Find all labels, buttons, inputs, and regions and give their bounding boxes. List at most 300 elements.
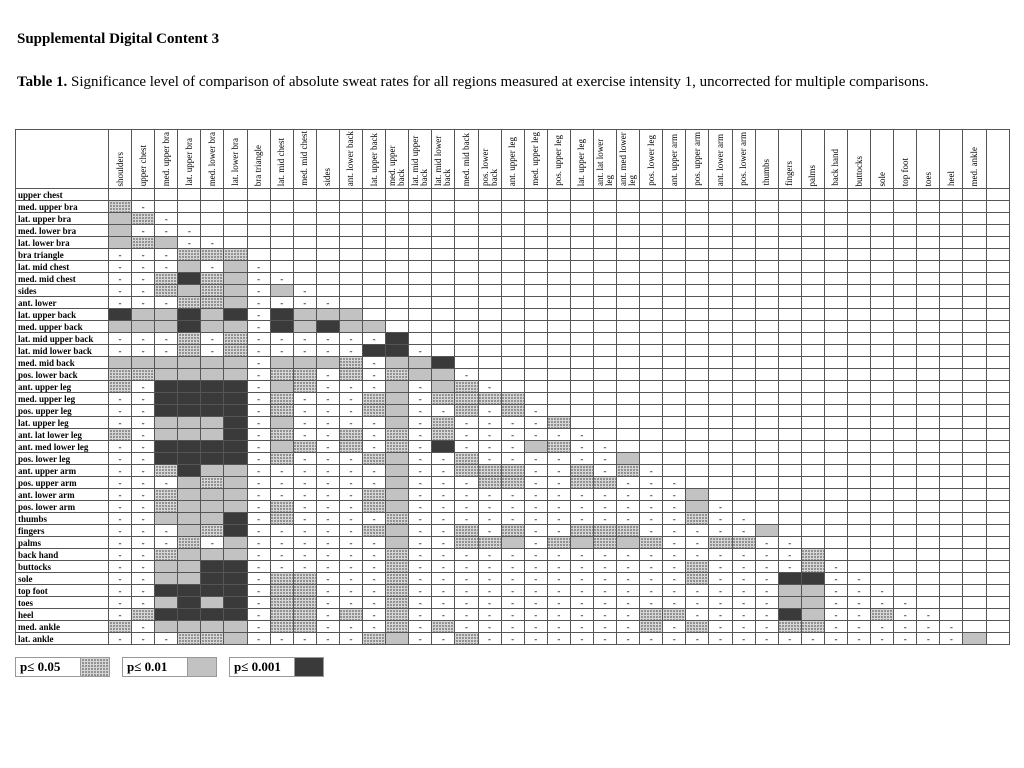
matrix-cell: - — [894, 633, 917, 645]
row-header: top foot — [16, 585, 109, 597]
matrix-cell: - — [663, 477, 686, 489]
table-row — [16, 525, 1010, 537]
matrix-cell — [109, 213, 132, 225]
empty-cell — [917, 381, 940, 393]
matrix-cell — [270, 429, 293, 441]
empty-cell — [432, 237, 455, 249]
matrix-cell: - — [109, 333, 132, 345]
matrix-cell: - — [409, 465, 432, 477]
empty-cell — [224, 213, 247, 225]
matrix-cell: - — [640, 549, 663, 561]
empty-cell — [709, 465, 732, 477]
matrix-cell — [801, 561, 824, 573]
row-header: back hand — [16, 549, 109, 561]
empty-cell — [940, 537, 963, 549]
matrix-cell — [270, 609, 293, 621]
matrix-cell: - — [316, 477, 339, 489]
matrix-cell: - — [247, 417, 270, 429]
matrix-cell: - — [547, 609, 570, 621]
row-header: upper chest — [16, 189, 109, 201]
empty-cell — [801, 465, 824, 477]
empty-cell — [663, 237, 686, 249]
matrix-cell: - — [155, 225, 178, 237]
matrix-cell — [178, 441, 201, 453]
matrix-cell — [732, 537, 755, 549]
empty-cell — [409, 297, 432, 309]
matrix-cell — [339, 321, 362, 333]
matrix-cell: - — [709, 501, 732, 513]
empty-cell — [963, 273, 986, 285]
empty-cell — [755, 213, 778, 225]
column-header-label: med. mid chest — [299, 131, 310, 186]
empty-cell — [894, 333, 917, 345]
matrix-cell — [132, 357, 155, 369]
matrix-cell: - — [663, 501, 686, 513]
matrix-cell — [316, 309, 339, 321]
column-header — [570, 130, 593, 189]
matrix-cell: - — [663, 597, 686, 609]
empty-cell — [963, 525, 986, 537]
row-header: ant. upper leg — [16, 381, 109, 393]
empty-cell — [824, 477, 847, 489]
column-header — [848, 130, 871, 189]
matrix-cell: - — [409, 417, 432, 429]
matrix-cell — [363, 321, 386, 333]
empty-cell — [894, 381, 917, 393]
empty-cell — [501, 237, 524, 249]
matrix-cell: - — [432, 537, 455, 549]
matrix-cell: - — [663, 525, 686, 537]
matrix-cell: - — [570, 513, 593, 525]
empty-cell — [778, 513, 801, 525]
corner-cell — [16, 130, 109, 189]
table-row — [16, 585, 1010, 597]
matrix-cell — [155, 513, 178, 525]
table-caption — [17, 72, 1007, 92]
matrix-cell: - — [524, 477, 547, 489]
matrix-cell: - — [593, 573, 616, 585]
empty-cell — [663, 345, 686, 357]
matrix-cell: - — [247, 525, 270, 537]
matrix-cell: - — [409, 525, 432, 537]
table-row — [16, 477, 1010, 489]
matrix-cell — [270, 621, 293, 633]
matrix-cell — [570, 537, 593, 549]
empty-cell — [547, 237, 570, 249]
matrix-cell: - — [940, 621, 963, 633]
empty-cell — [386, 321, 409, 333]
matrix-cell: - — [501, 549, 524, 561]
column-header — [201, 130, 224, 189]
matrix-cell: - — [409, 609, 432, 621]
empty-cell — [778, 357, 801, 369]
matrix-cell — [201, 357, 224, 369]
empty-cell — [617, 381, 640, 393]
matrix-cell: - — [132, 561, 155, 573]
empty-cell — [432, 249, 455, 261]
matrix-cell: - — [478, 585, 501, 597]
empty-cell — [617, 345, 640, 357]
empty-cell — [709, 405, 732, 417]
matrix-cell — [109, 357, 132, 369]
matrix-cell: - — [316, 537, 339, 549]
matrix-cell — [778, 585, 801, 597]
empty-cell — [547, 369, 570, 381]
matrix-cell: - — [155, 537, 178, 549]
empty-cell — [801, 225, 824, 237]
empty-cell — [732, 213, 755, 225]
matrix-cell: - — [732, 597, 755, 609]
empty-cell — [293, 189, 316, 201]
empty-cell — [501, 333, 524, 345]
matrix-cell: - — [132, 585, 155, 597]
empty-cell — [570, 201, 593, 213]
matrix-cell: - — [755, 585, 778, 597]
empty-cell — [593, 381, 616, 393]
empty-cell — [824, 453, 847, 465]
empty-cell — [709, 429, 732, 441]
table-row — [16, 597, 1010, 609]
matrix-cell: - — [524, 573, 547, 585]
empty-cell — [917, 369, 940, 381]
empty-cell — [224, 189, 247, 201]
matrix-cell — [224, 393, 247, 405]
column-header — [478, 130, 501, 189]
empty-cell — [640, 273, 663, 285]
matrix-cell — [178, 633, 201, 645]
matrix-cell — [570, 525, 593, 537]
empty-cell — [247, 225, 270, 237]
empty-cell — [894, 561, 917, 573]
empty-cell — [293, 273, 316, 285]
matrix-cell — [155, 441, 178, 453]
empty-cell — [917, 285, 940, 297]
matrix-cell: - — [640, 585, 663, 597]
empty-cell — [917, 465, 940, 477]
empty-cell — [848, 201, 871, 213]
matrix-cell: - — [501, 453, 524, 465]
matrix-cell: - — [316, 573, 339, 585]
empty-cell — [755, 189, 778, 201]
empty-cell — [109, 189, 132, 201]
empty-cell — [986, 381, 1009, 393]
empty-cell — [455, 297, 478, 309]
matrix-cell: - — [409, 597, 432, 609]
empty-cell — [316, 225, 339, 237]
empty-cell — [963, 381, 986, 393]
matrix-cell — [432, 381, 455, 393]
column-header-label: toes — [922, 171, 933, 186]
matrix-cell: - — [640, 489, 663, 501]
document-title: Supplemental Digital Content 3 — [17, 31, 220, 47]
matrix-cell: - — [547, 585, 570, 597]
matrix-cell: - — [316, 513, 339, 525]
empty-cell — [293, 237, 316, 249]
matrix-cell — [363, 489, 386, 501]
matrix-cell — [155, 393, 178, 405]
empty-cell — [755, 489, 778, 501]
row-header: ant. lower arm — [16, 489, 109, 501]
matrix-cell — [224, 297, 247, 309]
matrix-cell: - — [132, 297, 155, 309]
matrix-cell — [178, 285, 201, 297]
matrix-cell — [778, 609, 801, 621]
matrix-cell — [201, 297, 224, 309]
empty-cell — [386, 189, 409, 201]
matrix-cell: - — [409, 549, 432, 561]
matrix-cell — [178, 585, 201, 597]
matrix-cell: - — [270, 333, 293, 345]
column-header-label: ant. lower arm — [714, 133, 725, 186]
empty-cell — [963, 609, 986, 621]
matrix-cell: - — [247, 453, 270, 465]
matrix-cell: - — [709, 525, 732, 537]
significance-matrix — [15, 129, 1010, 645]
empty-cell — [755, 201, 778, 213]
empty-cell — [593, 285, 616, 297]
row-header: sole — [16, 573, 109, 585]
matrix-cell — [386, 561, 409, 573]
empty-cell — [686, 309, 709, 321]
matrix-cell — [547, 441, 570, 453]
matrix-cell: - — [132, 441, 155, 453]
empty-cell — [940, 489, 963, 501]
empty-cell — [617, 405, 640, 417]
empty-cell — [848, 285, 871, 297]
empty-cell — [848, 513, 871, 525]
matrix-cell: - — [570, 633, 593, 645]
matrix-cell — [293, 321, 316, 333]
empty-cell — [986, 549, 1009, 561]
matrix-cell: - — [709, 609, 732, 621]
empty-cell — [617, 201, 640, 213]
matrix-cell: - — [109, 549, 132, 561]
matrix-cell: - — [871, 633, 894, 645]
empty-cell — [940, 513, 963, 525]
empty-cell — [663, 189, 686, 201]
matrix-cell — [455, 393, 478, 405]
matrix-cell — [201, 597, 224, 609]
matrix-body — [16, 189, 1010, 645]
empty-cell — [986, 285, 1009, 297]
matrix-cell — [386, 525, 409, 537]
matrix-cell — [178, 453, 201, 465]
matrix-cell: - — [455, 561, 478, 573]
matrix-cell — [178, 309, 201, 321]
table-row — [16, 213, 1010, 225]
empty-cell — [409, 237, 432, 249]
empty-cell — [617, 417, 640, 429]
empty-cell — [132, 189, 155, 201]
matrix-cell: - — [339, 633, 362, 645]
empty-cell — [871, 321, 894, 333]
matrix-cell — [201, 633, 224, 645]
column-header-label: lat. upper leg — [576, 138, 587, 186]
empty-cell — [755, 345, 778, 357]
empty-cell — [824, 321, 847, 333]
matrix-cell: - — [478, 609, 501, 621]
matrix-cell — [293, 357, 316, 369]
empty-cell — [247, 249, 270, 261]
empty-cell — [801, 417, 824, 429]
matrix-cell: - — [293, 465, 316, 477]
matrix-cell: - — [270, 273, 293, 285]
empty-cell — [917, 225, 940, 237]
row-header: lat. upper leg — [16, 417, 109, 429]
column-header — [709, 130, 732, 189]
empty-cell — [663, 441, 686, 453]
legend-label: p≤ 0.001 — [230, 658, 295, 677]
empty-cell — [894, 405, 917, 417]
matrix-cell: - — [132, 345, 155, 357]
matrix-cell — [363, 501, 386, 513]
matrix-cell: - — [316, 561, 339, 573]
empty-cell — [824, 441, 847, 453]
matrix-cell — [132, 369, 155, 381]
empty-cell — [801, 357, 824, 369]
empty-cell — [871, 297, 894, 309]
empty-cell — [732, 369, 755, 381]
empty-cell — [824, 369, 847, 381]
empty-cell — [986, 369, 1009, 381]
matrix-cell — [686, 513, 709, 525]
empty-cell — [640, 369, 663, 381]
empty-cell — [640, 441, 663, 453]
matrix-cell: - — [247, 573, 270, 585]
empty-cell — [455, 213, 478, 225]
empty-cell — [709, 417, 732, 429]
matrix-cell: - — [778, 549, 801, 561]
matrix-cell: - — [270, 633, 293, 645]
matrix-cell — [201, 381, 224, 393]
matrix-cell — [663, 609, 686, 621]
empty-cell — [339, 273, 362, 285]
matrix-cell: - — [247, 261, 270, 273]
matrix-cell — [178, 561, 201, 573]
matrix-cell: - — [132, 225, 155, 237]
matrix-cell: - — [247, 345, 270, 357]
matrix-cell: - — [247, 369, 270, 381]
matrix-cell: - — [363, 333, 386, 345]
matrix-cell — [132, 237, 155, 249]
matrix-cell: - — [132, 273, 155, 285]
matrix-cell: - — [109, 261, 132, 273]
matrix-cell: - — [339, 621, 362, 633]
matrix-cell — [224, 321, 247, 333]
matrix-cell — [778, 597, 801, 609]
column-header-label: lat. upper bra — [183, 138, 194, 186]
matrix-cell — [155, 489, 178, 501]
matrix-cell: - — [732, 513, 755, 525]
matrix-cell: - — [593, 585, 616, 597]
matrix-cell — [155, 501, 178, 513]
matrix-cell — [270, 585, 293, 597]
empty-cell — [940, 465, 963, 477]
empty-cell — [963, 369, 986, 381]
column-header-label: lat. mid chest — [276, 137, 287, 186]
empty-cell — [686, 189, 709, 201]
matrix-cell: - — [848, 573, 871, 585]
matrix-cell — [155, 609, 178, 621]
column-header-label: med. upper back — [387, 145, 407, 186]
empty-cell — [940, 441, 963, 453]
matrix-cell: - — [363, 573, 386, 585]
matrix-cell — [478, 477, 501, 489]
matrix-cell — [201, 309, 224, 321]
row-header: sides — [16, 285, 109, 297]
matrix-cell — [640, 621, 663, 633]
matrix-cell: - — [109, 477, 132, 489]
matrix-cell — [778, 573, 801, 585]
empty-cell — [963, 333, 986, 345]
matrix-cell: - — [432, 561, 455, 573]
matrix-cell: - — [293, 417, 316, 429]
empty-cell — [709, 453, 732, 465]
empty-cell — [986, 633, 1009, 645]
empty-cell — [363, 189, 386, 201]
matrix-cell: - — [778, 537, 801, 549]
matrix-cell: - — [409, 477, 432, 489]
empty-cell — [894, 501, 917, 513]
matrix-cell: - — [547, 621, 570, 633]
caption-label: Table 1. — [17, 74, 68, 90]
column-header — [224, 130, 247, 189]
matrix-cell — [178, 357, 201, 369]
matrix-cell — [432, 621, 455, 633]
column-header — [963, 130, 986, 189]
empty-cell — [363, 261, 386, 273]
matrix-cell: - — [109, 561, 132, 573]
empty-cell — [224, 237, 247, 249]
empty-cell — [894, 477, 917, 489]
empty-cell — [686, 453, 709, 465]
empty-cell — [963, 549, 986, 561]
matrix-cell: - — [524, 501, 547, 513]
empty-cell — [386, 309, 409, 321]
matrix-cell — [363, 633, 386, 645]
column-header — [270, 130, 293, 189]
empty-cell — [686, 465, 709, 477]
matrix-cell: - — [478, 597, 501, 609]
matrix-cell — [293, 369, 316, 381]
empty-cell — [732, 225, 755, 237]
empty-cell — [848, 561, 871, 573]
empty-cell — [617, 225, 640, 237]
matrix-cell: - — [663, 549, 686, 561]
empty-cell — [709, 321, 732, 333]
column-header-label: lat. lower bra — [230, 138, 241, 186]
matrix-cell: - — [455, 585, 478, 597]
empty-cell — [917, 525, 940, 537]
empty-cell — [593, 237, 616, 249]
matrix-cell: - — [848, 633, 871, 645]
row-header: lat. lower bra — [16, 237, 109, 249]
empty-cell — [524, 333, 547, 345]
matrix-cell: - — [109, 465, 132, 477]
empty-cell — [663, 381, 686, 393]
matrix-cell — [432, 369, 455, 381]
matrix-cell: - — [339, 537, 362, 549]
matrix-cell: - — [617, 477, 640, 489]
matrix-cell — [224, 405, 247, 417]
matrix-cell — [386, 441, 409, 453]
matrix-cell: - — [871, 585, 894, 597]
empty-cell — [640, 345, 663, 357]
matrix-cell: - — [109, 297, 132, 309]
matrix-cell — [178, 321, 201, 333]
empty-cell — [986, 189, 1009, 201]
matrix-cell: - — [455, 441, 478, 453]
